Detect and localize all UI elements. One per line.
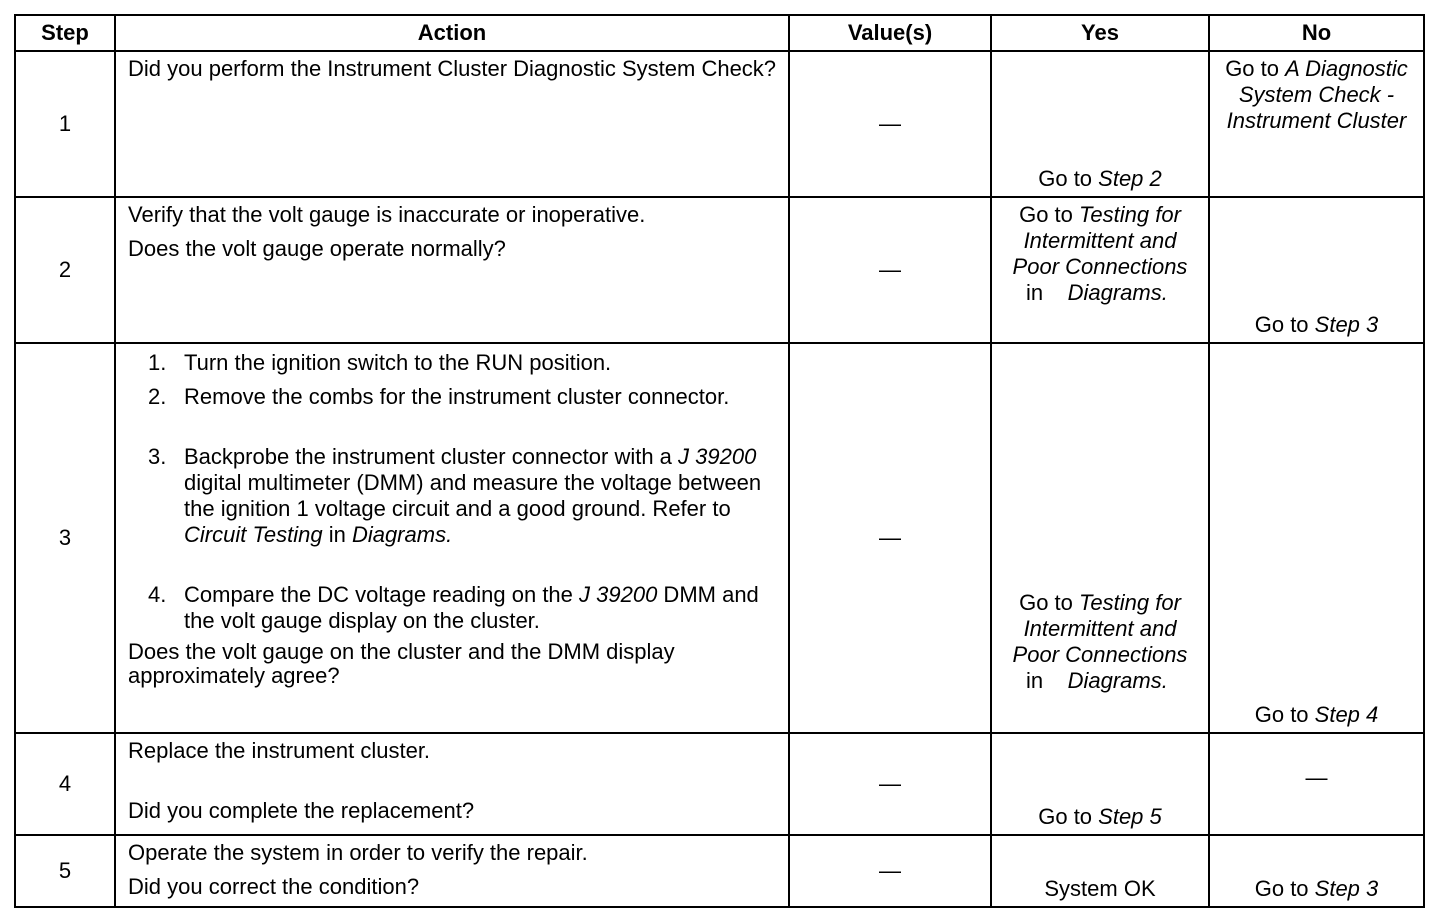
yes-result: System OK bbox=[1044, 876, 1156, 901]
step-number: 2 bbox=[15, 197, 115, 343]
action-question: Does the volt gauge on the cluster and the DMM display approximately agree? bbox=[128, 639, 675, 688]
no-result bbox=[1210, 312, 1423, 338]
header-values: Value(s) bbox=[789, 15, 991, 51]
yes-link[interactable]: Testing for Intermittent and Poor Connections bbox=[1012, 202, 1188, 279]
action-text: Replace the instrument cluster. bbox=[128, 738, 431, 763]
table-row-step-1 bbox=[15, 51, 1424, 197]
action-question: Did you correct the condition? bbox=[128, 874, 420, 899]
yes-cell bbox=[991, 835, 1209, 907]
value-cell: — bbox=[789, 51, 991, 197]
step-number: 4 bbox=[15, 733, 115, 835]
list-item: 4. Compare the DC voltage reading on the J 39200 DMM and the volt gauge display on the cluster. bbox=[148, 582, 759, 633]
action-text: Operate the system in order to verify the repair. bbox=[128, 840, 588, 865]
yes-result bbox=[992, 804, 1208, 830]
step-number: 1 bbox=[15, 51, 115, 197]
diagnostic-table-container bbox=[14, 14, 1425, 908]
no-text: Go to bbox=[1254, 702, 1315, 727]
yes-text: Go to bbox=[1038, 166, 1099, 191]
yes-result bbox=[992, 166, 1208, 192]
no-link[interactable]: Step 3 bbox=[1314, 876, 1379, 901]
action-cell bbox=[115, 51, 789, 197]
no-cell bbox=[1209, 51, 1424, 197]
table-row-step-4 bbox=[15, 733, 1424, 835]
no-result bbox=[1210, 876, 1423, 902]
header-yes: Yes bbox=[991, 15, 1209, 51]
yes-result bbox=[992, 590, 1208, 694]
yes-link-diagrams[interactable]: Diagrams. bbox=[1067, 280, 1168, 305]
yes-link-diagrams[interactable]: Diagrams. bbox=[1067, 668, 1168, 693]
action-cell bbox=[115, 835, 789, 907]
no-result: — bbox=[1305, 765, 1328, 790]
circuit-testing-link[interactable]: Circuit Testing bbox=[184, 522, 323, 547]
step-number: 3 bbox=[15, 343, 115, 733]
yes-text: Go to bbox=[1038, 804, 1099, 829]
action-text: Did you perform the Instrument Cluster Diagnostic System Check? bbox=[128, 56, 777, 81]
no-text: Go to bbox=[1254, 876, 1315, 901]
yes-cell bbox=[991, 51, 1209, 197]
yes-link[interactable]: Step 5 bbox=[1098, 804, 1162, 829]
yes-text: Go to bbox=[1019, 590, 1079, 615]
no-link[interactable]: A Diagnostic System Check - Instrument Cluster bbox=[1226, 56, 1408, 133]
yes-result bbox=[992, 202, 1208, 306]
yes-in-text: in bbox=[1026, 280, 1044, 305]
value-cell: — bbox=[789, 733, 991, 835]
table-row-step-5 bbox=[15, 835, 1424, 907]
no-result bbox=[1210, 56, 1423, 134]
value-cell: — bbox=[789, 343, 991, 733]
no-result bbox=[1210, 702, 1423, 728]
action-question: Did you complete the replacement? bbox=[128, 798, 475, 823]
action-cell bbox=[115, 343, 789, 733]
no-link[interactable]: Step 4 bbox=[1314, 702, 1379, 727]
yes-cell bbox=[991, 197, 1209, 343]
no-cell bbox=[1209, 733, 1424, 835]
yes-link[interactable]: Step 2 bbox=[1098, 166, 1162, 191]
diagrams-link[interactable]: Diagrams. bbox=[351, 522, 453, 547]
no-cell bbox=[1209, 197, 1424, 343]
action-text: Verify that the volt gauge is inaccurate or inoperative. bbox=[128, 202, 646, 227]
no-cell bbox=[1209, 343, 1424, 733]
no-cell bbox=[1209, 835, 1424, 907]
header-action: Action bbox=[115, 15, 789, 51]
tool-reference: J 39200 bbox=[579, 582, 658, 607]
list-item: 3. Backprobe the instrument cluster connector with a J 39200 digital multimeter (DMM) and measure the voltage between the ignition 1 voltage circuit and a good ground. Refer to Circuit Testing in Diagrams. bbox=[148, 444, 762, 547]
value-cell: — bbox=[789, 197, 991, 343]
step-number: 5 bbox=[15, 835, 115, 907]
action-cell bbox=[115, 733, 789, 835]
action-steps-list bbox=[128, 350, 778, 634]
yes-text: Go to bbox=[1019, 202, 1079, 227]
header-no: No bbox=[1209, 15, 1424, 51]
no-link[interactable]: Step 3 bbox=[1314, 312, 1379, 337]
table-row-step-2 bbox=[15, 197, 1424, 343]
list-item: 2. Remove the combs for the instrument cluster connector. bbox=[148, 384, 730, 409]
list-item: 1. Turn the ignition switch to the RUN position. bbox=[148, 350, 612, 375]
yes-cell bbox=[991, 733, 1209, 835]
yes-in-text: in bbox=[1026, 668, 1044, 693]
yes-cell bbox=[991, 343, 1209, 733]
diagnostic-table bbox=[14, 14, 1425, 908]
yes-link[interactable]: Testing for Intermittent and Poor Connections bbox=[1012, 590, 1188, 667]
action-cell bbox=[115, 197, 789, 343]
action-question: Does the volt gauge operate normally? bbox=[128, 236, 506, 261]
header-row bbox=[15, 15, 1424, 51]
header-step: Step bbox=[15, 15, 115, 51]
table-row-step-3 bbox=[15, 343, 1424, 733]
value-cell: — bbox=[789, 835, 991, 907]
no-text: Go to bbox=[1254, 312, 1315, 337]
tool-reference: J 39200 bbox=[678, 444, 757, 469]
no-text: Go to bbox=[1225, 56, 1286, 81]
